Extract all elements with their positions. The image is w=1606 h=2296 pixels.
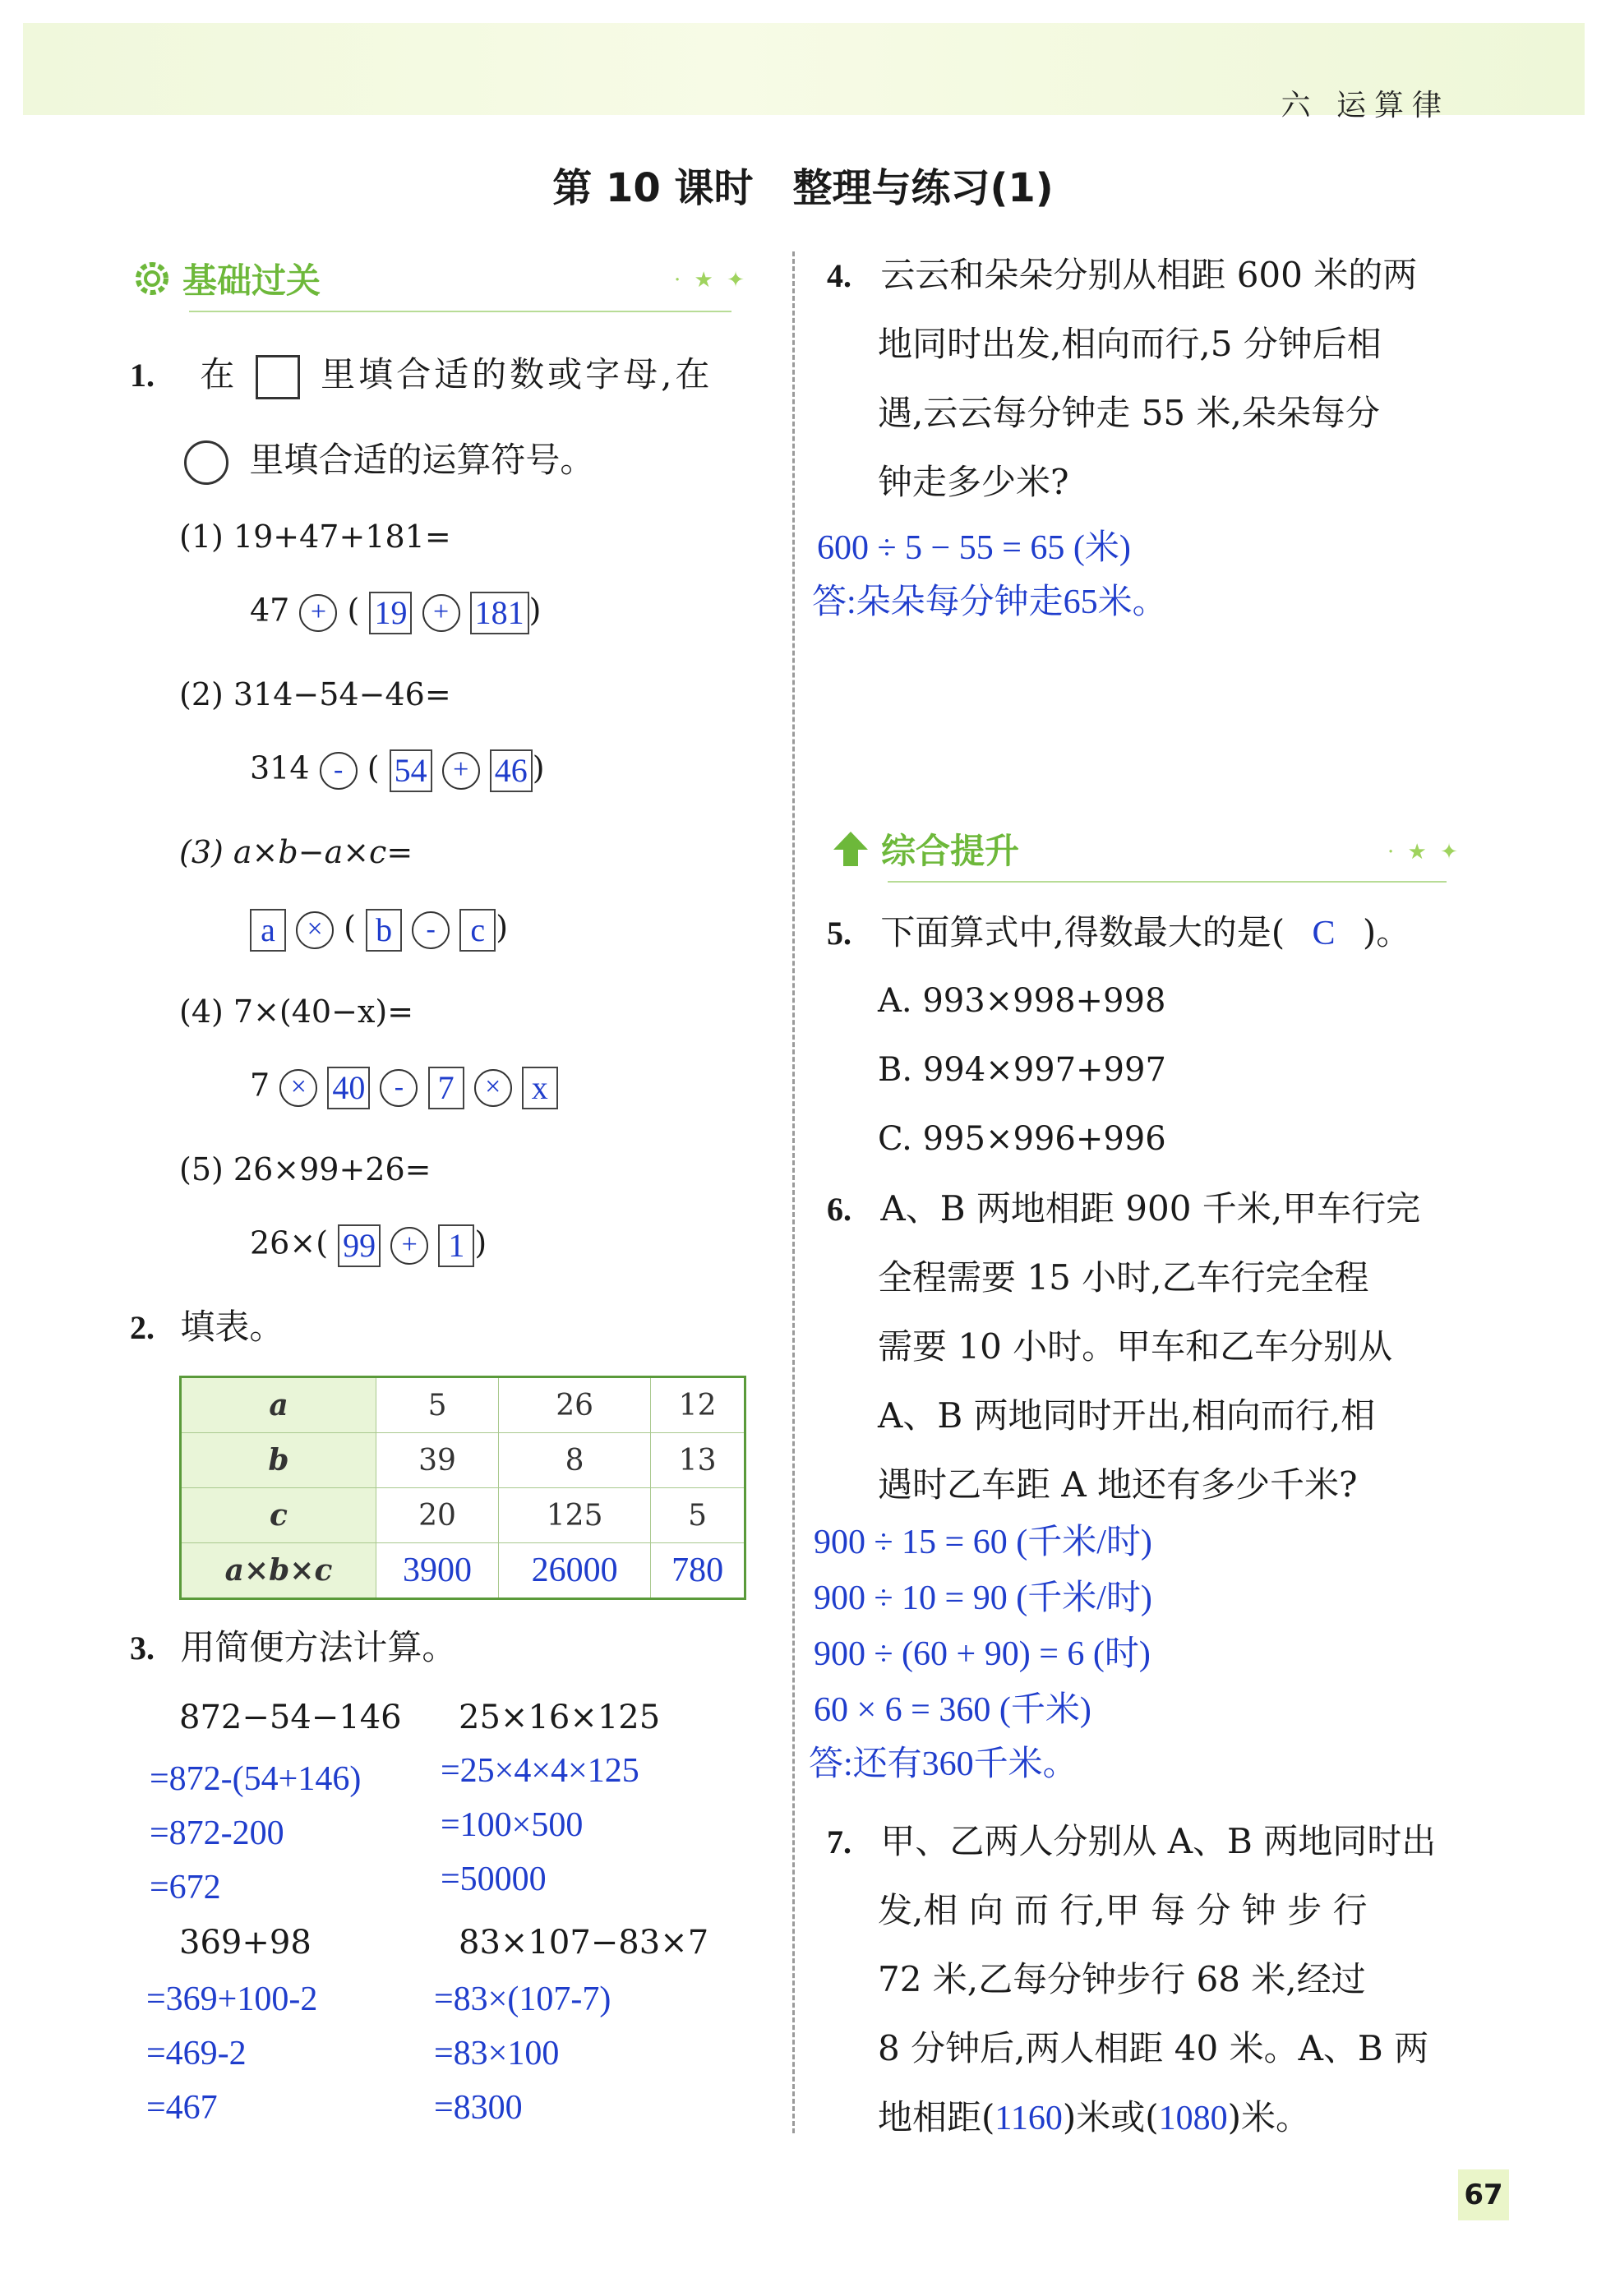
operator-circle[interactable]: - xyxy=(412,911,450,949)
q3-e4-step: =8300 xyxy=(434,2089,523,2127)
q3-e1-step: =872-200 xyxy=(150,1814,284,1852)
q4-answer-text: 答:朵朵每分钟走65米。 xyxy=(812,583,1167,621)
q2-prompt: 2. 填表。 xyxy=(130,1307,284,1347)
q5-option: A. 993×998+998 xyxy=(878,982,1166,1020)
blank-circle-icon xyxy=(184,440,228,485)
q1-s5-expr: (5) 26×99+26= xyxy=(179,1151,431,1187)
q7-answer-1[interactable]: 1160 xyxy=(995,2100,1063,2137)
answer-box[interactable]: 46 xyxy=(490,749,533,792)
q6-line: A、B 两地同时开出,相向而行,相 xyxy=(878,1395,1376,1436)
gear-icon xyxy=(130,256,174,301)
q4-answer-calc: 600 ÷ 5 − 55 = 65 (米) xyxy=(817,529,1131,567)
q1-s4-expr: (4) 7×(40−x)= xyxy=(179,994,414,1030)
q1-s1-expr: (1) 19+47+181= xyxy=(179,519,451,555)
table-row: a 5 26 12 xyxy=(181,1377,745,1433)
q6-line: 需要 10 小时。甲车和乙车分别从 xyxy=(878,1326,1393,1367)
q6-answer-line: 900 ÷ 10 = 90 (千米/时) xyxy=(814,1579,1152,1617)
q4-line: 地同时出发,相向而行,5 分钟后相 xyxy=(878,324,1382,364)
q1-s2-expr: (2) 314−54−46= xyxy=(179,676,451,712)
blank-box-icon xyxy=(256,355,300,399)
q1-intro-line2: 里填合适的运算符号。 xyxy=(184,440,594,485)
table-row: c 20 125 5 xyxy=(181,1488,745,1543)
operator-circle[interactable]: - xyxy=(320,752,358,790)
q4-line: 钟走多少米? xyxy=(878,462,1069,502)
operator-circle[interactable]: + xyxy=(390,1227,428,1265)
operator-circle[interactable]: × xyxy=(279,1069,317,1107)
q6-line: 全程需要 15 小时,乙车行完全程 xyxy=(878,1257,1369,1298)
q5-option: C. 995×996+996 xyxy=(878,1120,1166,1158)
operator-circle[interactable]: - xyxy=(380,1069,418,1107)
section-basic-underline xyxy=(189,311,731,312)
q7-line-answer: 地相距(1160)米或(1080)米。 xyxy=(878,2097,1311,2137)
section-advanced-header xyxy=(828,820,1019,878)
q3-e2-step: =50000 xyxy=(441,1860,547,1898)
q1-s4-answer: 7 × 40 - 7 × x xyxy=(250,1067,558,1109)
operator-circle[interactable]: + xyxy=(442,752,480,790)
q3-e2-step: =100×500 xyxy=(441,1806,584,1844)
stars-decoration: · ★ ✦ xyxy=(674,268,748,293)
answer-box[interactable]: 54 xyxy=(390,749,432,792)
answer-box[interactable]: x xyxy=(522,1067,558,1109)
q2-table xyxy=(179,1376,746,1600)
q3-e2: 25×16×125 xyxy=(459,1699,661,1736)
q6-line: 6. A、B 两地相距 900 千米,甲车行完 xyxy=(827,1188,1421,1229)
answer-box[interactable]: 1 xyxy=(438,1224,474,1267)
q1-s1-answer: 47 + ( 19 + 181 ) xyxy=(250,592,541,634)
q7-line: 7. 甲、乙两人分别从 A、B 两地同时出 xyxy=(827,1821,1437,1861)
q1-s3-expr: (3) a×b−a×c= xyxy=(179,834,413,870)
section-advanced-title: 综合提升 xyxy=(881,831,1020,871)
q6-answer-text: 答:还有360千米。 xyxy=(809,1745,1078,1783)
unit-title: 六 运算律 xyxy=(1281,89,1450,122)
q7-line: 72 米,乙每分钟步行 68 米,经过 xyxy=(878,1959,1366,1999)
answer-box[interactable]: 99 xyxy=(338,1224,381,1267)
q7-line: 8 分钟后,两人相距 40 米。A、B 两 xyxy=(878,2028,1429,2068)
q3-e3-step: =469-2 xyxy=(146,2035,247,2072)
answer-box[interactable]: 7 xyxy=(428,1067,464,1109)
answer-box[interactable]: 40 xyxy=(327,1067,370,1109)
q3-e1: 872−54−146 xyxy=(179,1699,402,1736)
q3-e3-step: =467 xyxy=(146,2089,218,2127)
q5-option: B. 994×997+997 xyxy=(878,1051,1166,1089)
lesson-title: 第 10 课时 整理与练习(1) xyxy=(552,165,1054,211)
operator-circle[interactable]: × xyxy=(474,1069,512,1107)
q3-e1-step: =672 xyxy=(150,1869,221,1906)
q5-prompt: 5. 下面算式中,得数最大的是( C )。 xyxy=(827,912,1411,952)
q1-number: 1. xyxy=(130,357,155,394)
answer-box[interactable]: 181 xyxy=(470,592,529,634)
q1-s5-answer: 26×( 99 + 1 ) xyxy=(250,1224,487,1267)
q3-e4: 83×107−83×7 xyxy=(459,1924,709,1962)
table-row: a×b×c 3900 26000 780 xyxy=(181,1543,745,1599)
q4-line: 遇,云云每分钟走 55 米,朵朵每分 xyxy=(878,393,1380,433)
operator-circle[interactable]: × xyxy=(296,911,334,949)
q7-answer-2[interactable]: 1080 xyxy=(1158,2100,1228,2137)
q3-e4-step: =83×100 xyxy=(434,2035,560,2072)
section-basic-header xyxy=(130,250,321,307)
answer-box[interactable]: 19 xyxy=(369,592,412,634)
q3-e3: 369+98 xyxy=(179,1924,312,1962)
q3-e2-step: =25×4×4×125 xyxy=(441,1752,639,1790)
q7-line: 发,相 向 而 行,甲 每 分 钟 步 行 xyxy=(878,1890,1368,1930)
q1-s2-answer: 314 - ( 54 + 46 ) xyxy=(250,749,545,792)
arrow-up-icon xyxy=(828,827,873,871)
answer-box[interactable]: c xyxy=(459,909,496,952)
operator-circle[interactable]: + xyxy=(422,594,460,632)
page-number: 67 xyxy=(1458,2169,1509,2220)
q1-s3-answer: a × ( b - c ) xyxy=(250,909,508,952)
answer-box[interactable]: a xyxy=(250,909,286,952)
q1-intro-line1: 1. 在 里填合适的数或字母,在 xyxy=(130,355,713,399)
q3-e3-step: =369+100-2 xyxy=(146,1980,318,2018)
q6-line: 遇时乙车距 A 地还有多少千米? xyxy=(878,1464,1358,1505)
q3-prompt: 3. 用简便方法计算。 xyxy=(130,1627,457,1667)
section-basic-title: 基础过关 xyxy=(182,260,321,301)
column-divider xyxy=(792,251,795,2133)
q3-e1-step: =872-(54+146) xyxy=(150,1760,362,1798)
section-advanced-underline xyxy=(888,881,1447,883)
q6-answer-line: 60 × 6 = 360 (千米) xyxy=(814,1691,1091,1729)
table-row: b 39 8 13 xyxy=(181,1433,745,1488)
q6-answer-line: 900 ÷ 15 = 60 (千米/时) xyxy=(814,1524,1152,1561)
q4-line: 4. 云云和朵朵分别从相距 600 米的两 xyxy=(827,255,1418,295)
operator-circle[interactable]: + xyxy=(299,594,337,632)
q5-answer[interactable]: C xyxy=(1312,915,1336,952)
q6-answer-line: 900 ÷ (60 + 90) = 6 (时) xyxy=(814,1635,1151,1673)
answer-box[interactable]: b xyxy=(366,909,402,952)
stars-decoration: · ★ ✦ xyxy=(1387,840,1461,864)
q3-e4-step: =83×(107-7) xyxy=(434,1980,611,2018)
